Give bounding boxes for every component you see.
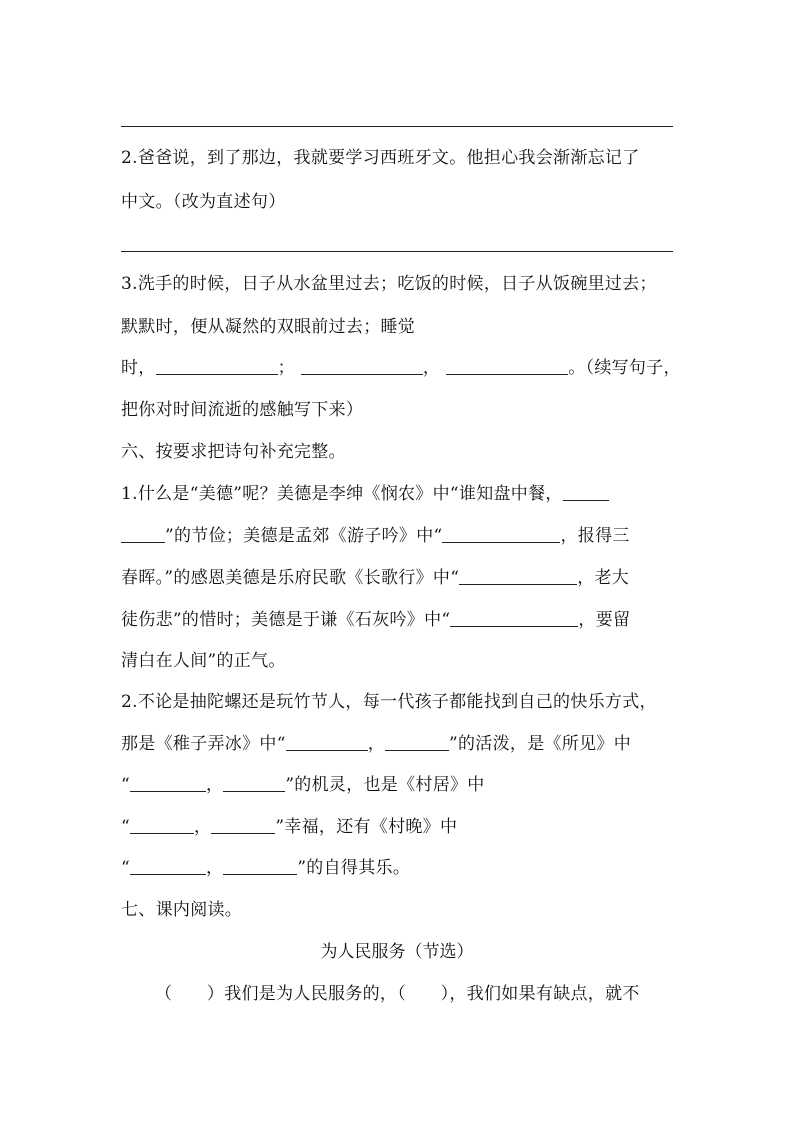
question-text: 徒伤悲”的惜时；美德是于谦《石灰吟》中“ ，要留 — [121, 610, 631, 630]
question-text: 2.爸爸说，到了那边，我就要学习西班牙文。他担心我会渐渐忘记了 — [121, 148, 640, 168]
fill-blank[interactable] — [223, 773, 285, 792]
fill-blank[interactable] — [121, 524, 165, 543]
fill-blank[interactable] — [446, 356, 568, 375]
section-title: 七、课内阅读。 — [121, 900, 243, 920]
fill-blank[interactable] — [211, 815, 275, 834]
fill-blank[interactable] — [385, 732, 449, 751]
fill-blank[interactable] — [286, 732, 368, 751]
question-text: 时， ； ， 。（续写句子， — [121, 358, 681, 378]
question-text: 清白在人间”的正气。 — [121, 651, 286, 671]
passage-title: 为人民服务（节选） — [320, 942, 474, 962]
fill-blank[interactable] — [442, 524, 560, 543]
answer-line[interactable] — [121, 251, 673, 252]
question-text: “ ， ”的自得其乐。 — [121, 858, 411, 878]
question-text: 2.不论是抽陀螺还是玩竹节人，每一代孩子都能找到自己的快乐方式， — [121, 692, 657, 712]
fill-blank[interactable] — [563, 482, 609, 501]
fill-blank[interactable] — [130, 815, 194, 834]
fill-blank[interactable] — [130, 773, 206, 792]
fill-blank[interactable] — [130, 856, 206, 875]
question-text: “ ， ”幸福，还有《村晚》中 — [121, 817, 458, 837]
question-text: 那是《稚子弄冰》中“ ， ”的活泼，是《所见》中 — [121, 734, 632, 754]
question-text: 默默时，便从凝然的双眼前过去；睡觉 — [121, 317, 416, 337]
answer-line[interactable] — [121, 126, 673, 127]
passage-text: （ ）我们是为人民服务的，（ ），我们如果有缺点，就不 — [155, 984, 640, 1004]
section-title: 六、按要求把诗句补充完整。 — [121, 442, 346, 462]
question-text: 1.什么是“美德”呢？美德是李绅《悯农》中“谁知盘中餐， — [121, 482, 681, 506]
question-text: “ ， ”的机灵，也是《村居》中 — [121, 775, 485, 795]
question-text: 把你对时间流逝的感触写下来） — [121, 400, 364, 420]
fill-blank[interactable] — [459, 566, 577, 585]
fill-blank[interactable] — [450, 608, 578, 627]
fill-blank[interactable] — [156, 356, 278, 375]
question-text: ”的节俭；美德是孟郊《游子吟》中“ ，报得三 — [121, 524, 681, 548]
fill-blank[interactable] — [223, 856, 297, 875]
question-text: 3.洗手的时候，日子从水盆里过去；吃饭的时候，日子从饭碗里过去； — [121, 274, 657, 294]
fill-blank[interactable] — [301, 356, 423, 375]
question-text: 中文。（改为直述句） — [121, 192, 286, 212]
question-text: 春晖。”的感恩美德是乐府民歌《长歌行》中“ ，老大 — [121, 568, 630, 588]
